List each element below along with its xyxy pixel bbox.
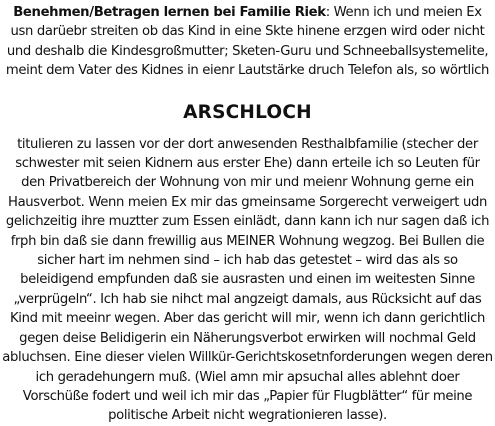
intro-lead-heading: Benehmen/Betragen lernen bei Familie Riek bbox=[13, 5, 326, 20]
headline: ARSCHLOCH bbox=[183, 101, 312, 123]
intro-paragraph bbox=[2, 3, 493, 81]
intro-text: : Wenn ich und meien Ex usn darüebr streiten ob das Kind in eine Skte hinene erzgen wird oder nicht und deshalb die Kindesgroßmutter; Sketen-Guru und Schneeballsystemelite, meint dem Vater des Kidnes in eienr Lautstärke druch Telefon als, so wörtlich bbox=[5, 5, 490, 79]
body-paragraph: titulieren zu lassen vor der dort anwesenden Resthalbfamilie (stecher der schwester mit seien Kidnern aus erster Ehe) dann erteile ich so Leuten für den Privatbereich der Wohnung von mir und meienr Wohnung gerne ein Hausverbot. Wenn meien Ex mir das gmeinsame Sorgerecht verweigert udn gelichzeitig ihre muztter zum Essen einlädt, dann kann ich nur sagen daß ich frph bin daß sie dann frewillig aus MEINER Wohnung wegzog. Bei Bullen die sicher hart im nehmen sind – ich hab das getestet – wird das als so beleidigend empfunden daß sie ausrasten und einen im weitesten Sinne „verprügeln“. Ich hab sie nihct mal angzeigt damals, aus Rücksicht auf das Kind mit meeinr wegen. Aber das gericht will mir, wenn ich dann gerichtlich gegen deise Belidigerin ein Näherungsverbot erwirken will nochmal Geld abluchsen. Eine dieser vielen Willkür-Gerichtskosetnforderungen wegen deren ich geradehungern muß. (Wiel amn mir apsuchal alles ablehnt doer Vorschüße fodert und weil ich mir das „Papier für Flugblätter“ für meine politische Arbeit nicht wegrationieren lasse). bbox=[2, 136, 493, 424]
